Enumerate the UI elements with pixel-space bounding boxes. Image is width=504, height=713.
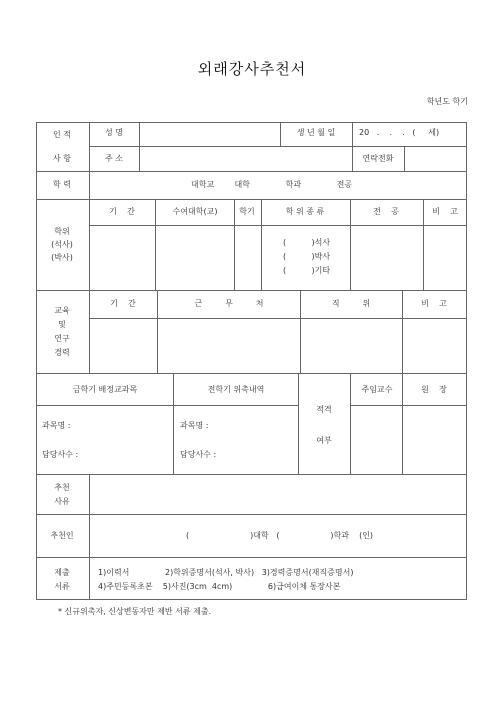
career-label-3: 연구	[54, 334, 70, 343]
documents-line-2: 4)주민등록초본 5)사진(3cm 4cm) 6)급여이체 통장사본	[98, 582, 341, 591]
reason-label-2: 사유	[54, 497, 70, 506]
rule	[36, 405, 298, 406]
rule	[350, 199, 351, 290]
degree-type-other[interactable]: ( )기타	[283, 266, 331, 275]
rule	[423, 199, 424, 290]
degree-label-1: 학위	[54, 227, 70, 236]
birth-field[interactable]: 20 . . . ( 세)	[359, 128, 440, 137]
page-title: 외래강사추천서	[197, 60, 307, 78]
personal-label-2: 사 항	[53, 154, 71, 163]
degree-header-period: 기 간	[109, 207, 135, 216]
year-term: 학년도 학기	[426, 97, 468, 106]
rule	[36, 557, 467, 558]
rule	[352, 122, 353, 171]
recommender-label: 추천인	[50, 531, 74, 540]
address-label: 주 소	[105, 154, 123, 163]
degree-label-3: (박사)	[51, 253, 73, 262]
head-label: 원 장	[421, 385, 447, 394]
degree-header-term: 학기	[239, 207, 255, 216]
fitness-label-2: 여부	[316, 436, 332, 445]
rule	[36, 171, 467, 172]
address-field[interactable]	[140, 147, 351, 170]
rule	[298, 373, 299, 474]
rule	[36, 514, 467, 515]
degree-header-remark: 비 고	[432, 207, 458, 216]
rule	[157, 290, 158, 373]
reason-label-1: 추천	[54, 483, 70, 492]
rule	[89, 225, 467, 226]
documents-label-2: 서류	[54, 582, 70, 591]
degree-type-doctor[interactable]: ( )박사	[283, 252, 331, 261]
rule	[89, 318, 467, 319]
subject-field-2[interactable]: 과목명 :	[180, 421, 209, 430]
rule	[234, 199, 235, 290]
name-field[interactable]	[140, 123, 279, 145]
fitness-label-1: 적격	[316, 405, 332, 414]
this-term-course-label: 금학기 배정교과목	[72, 385, 138, 394]
name-label: 성 명	[105, 128, 123, 137]
rule	[280, 122, 281, 146]
rule	[173, 373, 174, 474]
degree-header-university: 수여대학(교)	[172, 207, 218, 216]
birth-label: 생 년 월 일	[296, 128, 336, 137]
phone-field[interactable]	[405, 147, 465, 170]
phone-label: 연락전화	[362, 154, 394, 163]
documents-label-1: 제출	[54, 568, 70, 577]
career-header-remark: 비 고	[421, 299, 447, 308]
degree-type-master[interactable]: ( )석사	[283, 238, 331, 247]
degree-header-major: 전 공	[373, 207, 399, 216]
degree-label-2: (석사)	[51, 240, 73, 249]
career-label-4: 경력	[54, 348, 70, 357]
footnote: * 신규위촉자, 신상변동자만 제반 서류 제출.	[58, 607, 212, 616]
education-field[interactable]: 대학교 대학 학과 전공	[191, 180, 353, 189]
recommender-field[interactable]: ( )대학 ( )학과 (인)	[186, 531, 374, 540]
rule	[402, 290, 403, 373]
rule	[350, 405, 467, 406]
subject-field-1[interactable]: 과목명 :	[42, 421, 71, 430]
teacher-field-2[interactable]: 담당사수 :	[180, 450, 217, 459]
rule	[89, 474, 90, 599]
prev-term-label: 전학기 위촉내역	[207, 385, 265, 394]
rule	[155, 199, 156, 290]
teacher-field-1[interactable]: 담당사수 :	[42, 450, 79, 459]
reason-field[interactable]	[91, 476, 464, 512]
rule	[36, 199, 467, 200]
education-label: 학 력	[53, 180, 71, 189]
professor-label: 주임교수	[361, 385, 393, 394]
rule	[36, 474, 467, 475]
rule	[402, 373, 403, 474]
career-header-workplace: 근 무 처	[194, 299, 264, 308]
rule	[89, 122, 90, 373]
rule	[300, 290, 301, 373]
border-right	[466, 122, 467, 599]
rule	[350, 373, 351, 474]
career-header-position: 직 위	[331, 299, 371, 308]
degree-header-type: 학 위 종 류	[285, 207, 325, 216]
border-left	[36, 122, 37, 599]
rule-bottom	[36, 599, 467, 600]
documents-line-1: 1)이력서 2)학위증명서(석사, 박사) 3)경력증명서(재직증명서)	[98, 568, 354, 577]
personal-label-1: 인 적	[53, 130, 71, 139]
career-label-1: 교육	[54, 306, 70, 315]
rule	[261, 199, 262, 290]
career-header-period: 기 간	[110, 299, 136, 308]
career-label-2: 및	[58, 320, 66, 329]
